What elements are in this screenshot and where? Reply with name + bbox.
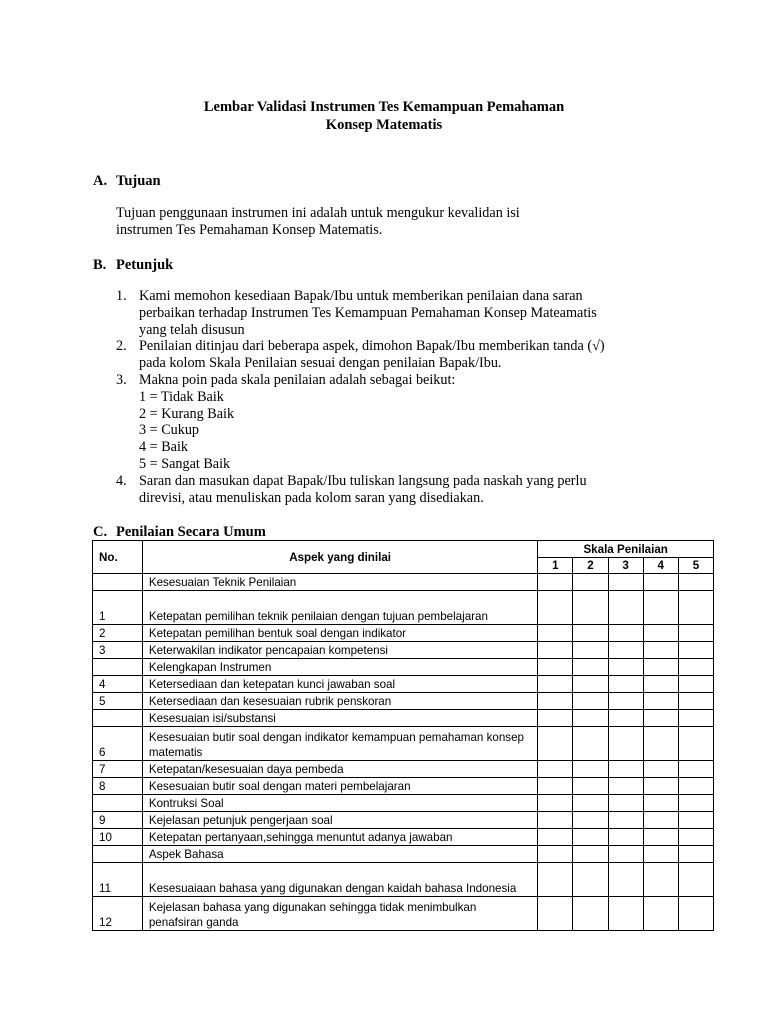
score-cell-2[interactable] [573,591,608,625]
table-row [93,812,714,829]
row-number: 5 [93,693,143,710]
score-cell-2[interactable] [573,710,608,727]
section-c-title: Penilaian Secara Umum [116,524,266,540]
score-cell-1[interactable] [538,761,573,778]
score-cell-4[interactable] [643,659,678,676]
instruction-text: Kami memohon kesediaan Bapak/Ibu untuk memberikan penilaian dana saran perbaikan terhadap Instrumen Tes Kemampuan Pemahaman Konsep Mateamatis yang telah disusun [139,288,597,338]
table-row [93,897,714,931]
score-cell-2[interactable] [573,761,608,778]
aspect-text: Kejelasan petunjuk pengerjaan soal [142,812,537,829]
scale-meaning: 3 = Cukup [139,422,200,439]
aspect-text: Kesesuaiaan bahasa yang digunakan dengan kaidah bahasa Indonesia [142,863,537,897]
row-number: 2 [93,625,143,642]
score-cell-1[interactable] [538,642,573,659]
score-cell-3[interactable] [608,591,643,625]
group-label: Kontruksi Soal [142,795,537,812]
score-cell-3[interactable] [608,625,643,642]
score-cell-4[interactable] [643,812,678,829]
score-cell-5[interactable] [678,863,713,897]
score-cell-5[interactable] [678,795,713,812]
aspect-text: Ketepatan pertanyaan,sehingga menuntut adanya jawaban [142,829,537,846]
instruction-number: 1. [116,288,127,304]
score-cell-2[interactable] [573,778,608,795]
table-row [93,591,714,625]
score-cell-5[interactable] [678,625,713,642]
score-cell-1[interactable] [538,812,573,829]
score-cell-4[interactable] [643,846,678,863]
section-a-heading [93,172,161,190]
scale-meaning: 5 = Sangat Baik [139,455,231,472]
header-aspek: Aspek yang dinilai [142,541,537,574]
score-cell-3[interactable] [608,778,643,795]
score-cell-5[interactable] [678,897,713,931]
score-cell-5[interactable] [678,591,713,625]
group-label: Kelengkapan Instrumen [142,659,537,676]
score-cell-2[interactable] [573,812,608,829]
score-cell-4[interactable] [643,863,678,897]
scale-meaning: 2 = Kurang Baik [139,405,235,422]
score-cell-4[interactable] [643,642,678,659]
score-cell-5[interactable] [678,574,713,591]
score-cell-5[interactable] [678,659,713,676]
score-cell-2[interactable] [573,727,608,761]
score-cell-1[interactable] [538,863,573,897]
score-cell-2[interactable] [573,829,608,846]
group-label: Kesesuaian isi/substansi [142,710,537,727]
table-row [93,829,714,846]
instruction-item [116,338,616,372]
header-score-3: 3 [608,558,643,574]
table-group-row [93,710,714,727]
score-cell-5[interactable] [678,676,713,693]
assessment-table [92,540,714,931]
aspect-text: Ketepatan pemilihan teknik penilaian dengan tujuan pembelajaran [142,591,537,625]
score-cell-2[interactable] [573,795,608,812]
score-cell-3[interactable] [608,727,643,761]
score-cell-1[interactable] [538,591,573,625]
score-cell-1[interactable] [538,846,573,863]
table-row [93,863,714,897]
instruction-text: Saran dan masukan dapat Bapak/Ibu tuliskan langsung pada naskah yang perlu direvisi, atau menuliskan pada kolom saran yang disediakan. [139,472,587,506]
section-c-heading [93,523,266,541]
score-cell-3[interactable] [608,710,643,727]
score-cell-1[interactable] [538,795,573,812]
header-score-4: 4 [643,558,678,574]
row-number [93,795,143,812]
score-cell-4[interactable] [643,710,678,727]
row-number [93,710,143,727]
section-a-letter: A. [93,173,108,189]
row-number: 3 [93,642,143,659]
group-label: Aspek Bahasa [142,846,537,863]
score-cell-1[interactable] [538,676,573,693]
header-no: No. [93,541,143,574]
score-cell-3[interactable] [608,676,643,693]
score-cell-2[interactable] [573,574,608,591]
score-cell-2[interactable] [573,676,608,693]
score-cell-4[interactable] [643,693,678,710]
score-cell-5[interactable] [678,710,713,727]
row-number: 4 [93,676,143,693]
row-number: 7 [93,761,143,778]
row-number [93,574,143,591]
row-number: 8 [93,778,143,795]
table-row [93,761,714,778]
instruction-item [116,288,616,338]
section-c-letter: C. [93,524,108,540]
score-cell-5[interactable] [678,693,713,710]
section-a-text: Tujuan penggunaan instrumen ini adalah untuk mengukur kevalidan isi instrumen Tes Pemahaman Konsep Matematis. [116,205,520,238]
table-row [93,727,714,761]
aspect-text: Ketepatan pemilihan bentuk soal dengan indikator [142,625,537,642]
header-skala: Skala Penilaian [538,541,714,558]
score-cell-3[interactable] [608,812,643,829]
table-row [93,778,714,795]
row-number: 1 [93,591,143,625]
score-cell-3[interactable] [608,693,643,710]
score-cell-4[interactable] [643,676,678,693]
table-row [93,676,714,693]
score-cell-1[interactable] [538,710,573,727]
score-cell-3[interactable] [608,829,643,846]
score-cell-3[interactable] [608,642,643,659]
title-line-1: Lembar Validasi Instrumen Tes Kemampuan Pemahaman [203,99,565,115]
score-cell-2[interactable] [573,693,608,710]
score-cell-3[interactable] [608,897,643,931]
score-cell-3[interactable] [608,761,643,778]
score-cell-1[interactable] [538,897,573,931]
score-cell-4[interactable] [643,829,678,846]
table-group-row [93,659,714,676]
score-cell-4[interactable] [643,897,678,931]
aspect-text: Kesesuaian butir soal dengan materi pembelajaran [142,778,537,795]
row-number: 10 [93,829,143,846]
score-cell-1[interactable] [538,625,573,642]
row-number: 12 [93,897,143,931]
score-cell-2[interactable] [573,846,608,863]
row-number: 9 [93,812,143,829]
table-group-row [93,574,714,591]
aspect-text: Kesesuaian butir soal dengan indikator kemampuan pemahaman konsep matematis [142,727,537,761]
section-b-title: Petunjuk [116,257,174,273]
score-cell-3[interactable] [608,863,643,897]
table-row [93,693,714,710]
aspect-text: Kejelasan bahasa yang digunakan sehingga tidak menimbulkan penafsiran ganda [142,897,537,931]
table-row [93,642,714,659]
score-cell-2[interactable] [573,642,608,659]
score-cell-1[interactable] [538,574,573,591]
score-cell-2[interactable] [573,659,608,676]
instruction-item [116,372,616,473]
aspect-text: Keterwakilan indikator pencapaian kompetensi [142,642,537,659]
row-number: 11 [93,863,143,897]
score-cell-5[interactable] [678,727,713,761]
section-b-heading [93,256,173,274]
score-cell-4[interactable] [643,778,678,795]
score-cell-3[interactable] [608,659,643,676]
section-a-title: Tujuan [116,173,161,189]
score-cell-5[interactable] [678,846,713,863]
table-group-row [93,795,714,812]
instruction-text: Penilaian ditinjau dari beberapa aspek, dimohon Bapak/Ibu memberikan tanda (√) pada kolom Skala Penilaian sesuai dengan penilaian Bapak/Ibu. [139,338,605,372]
row-number [93,659,143,676]
score-cell-5[interactable] [678,761,713,778]
score-cell-4[interactable] [643,625,678,642]
table-row [93,625,714,642]
row-number [93,846,143,863]
aspect-text: Ketepatan/kesesuaian daya pembeda [142,761,537,778]
score-cell-4[interactable] [643,761,678,778]
group-label: Kesesuaian Teknik Penilaian [142,574,537,591]
score-cell-1[interactable] [538,693,573,710]
scale-meaning: 1 = Tidak Baik [139,388,224,405]
score-cell-4[interactable] [643,591,678,625]
table-group-row [93,846,714,863]
header-score-2: 2 [573,558,608,574]
score-cell-2[interactable] [573,625,608,642]
document-title [0,98,768,134]
score-cell-1[interactable] [538,727,573,761]
aspect-text: Ketersediaan dan kesesuaian rubrik penskoran [142,693,537,710]
instruction-number: 3. [116,371,127,388]
score-cell-1[interactable] [538,829,573,846]
instruction-number: 4. [116,472,127,489]
score-cell-1[interactable] [538,659,573,676]
score-cell-4[interactable] [643,727,678,761]
instruction-item [116,473,616,507]
instruction-list [116,288,616,506]
table-body [93,574,714,931]
aspect-text: Ketersediaan dan ketepatan kunci jawaban soal [142,676,537,693]
header-score-1: 1 [538,558,573,574]
score-cell-5[interactable] [678,812,713,829]
score-cell-4[interactable] [643,574,678,591]
score-cell-3[interactable] [608,574,643,591]
score-cell-5[interactable] [678,642,713,659]
section-b-letter: B. [93,257,107,273]
scale-meaning: 4 = Baik [139,439,188,456]
score-cell-2[interactable] [573,863,608,897]
score-cell-5[interactable] [678,778,713,795]
header-score-5: 5 [678,558,713,574]
score-cell-3[interactable] [608,795,643,812]
row-number: 6 [93,727,143,761]
instruction-number: 2. [116,338,127,355]
score-cell-2[interactable] [573,897,608,931]
score-cell-1[interactable] [538,778,573,795]
score-cell-5[interactable] [678,829,713,846]
title-line-2: Konsep Matematis [325,117,443,133]
instruction-text: Makna poin pada skala penilaian adalah sebagai beikut: [139,371,456,388]
score-cell-4[interactable] [643,795,678,812]
score-cell-3[interactable] [608,846,643,863]
